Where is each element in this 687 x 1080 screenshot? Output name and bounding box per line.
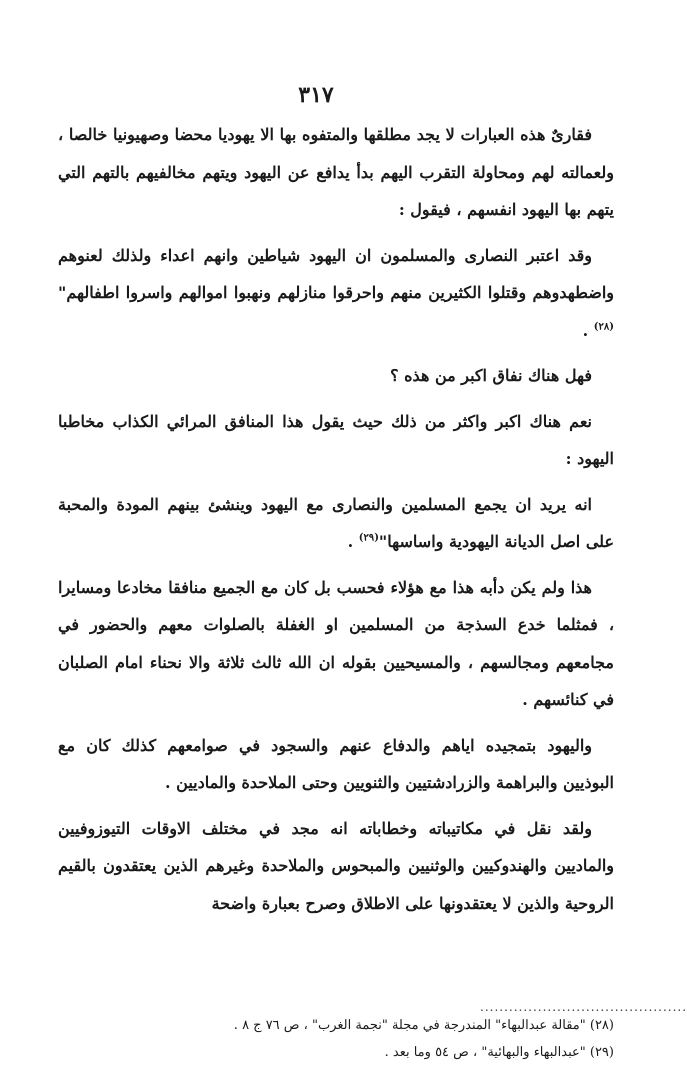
paragraph-7	[58, 727, 614, 802]
paragraph-5-tail: .	[347, 532, 359, 551]
footnote-ref-29: (٢٩)	[358, 532, 379, 544]
paragraph-3	[58, 357, 614, 395]
paragraph-2-tail: .	[582, 320, 594, 340]
footnote-ref-28: (٢٨)	[593, 321, 614, 333]
paragraph-3-text: فهل هناك نفاق اكبر من هذه ؟	[390, 366, 592, 385]
footnotes	[58, 1012, 614, 1066]
paragraph-5	[58, 486, 614, 561]
body-text	[58, 116, 614, 922]
paragraph-1-text: فقارىٌ هذه العبارات لا يجد مطلقها والمتفوه بها الا يهوديا محضا وصهيونيا خالصا ، ولعمالته لهم ومحاولة التقرب اليهم بدأ يدافع عن اليهود ويتهم مخالفيهم بالتهم التي يتهم بها اليهود انفسهم ، فيقول :	[58, 125, 614, 219]
paragraph-6	[58, 569, 614, 719]
paragraph-7-text: واليهود بتمجيده اياهم والدفاع عنهم والسجود في صوامعهم كذلك كان مع البوذيين والبراهمة والزرادشتيين والثنويين وحتى الملاحدة والماديين .	[58, 735, 614, 792]
paragraph-2-text: وقد اعتبر النصارى والمسلمون ان اليهود شياطين وانهم اعداء ولذلك لعنوهم واضطهدوهم وقتلوا الكثيرين منهم واحرقوا منازلهم ونهبوا اموالهم واسروا اطفالهم"	[58, 245, 614, 302]
paragraph-4	[58, 403, 614, 478]
footnote-separator: ...........................................	[480, 1000, 687, 1014]
footnote-29: (٢٩) "عبدالبهاء والبهائية" ، ص ٥٤ وما بعد .	[384, 1045, 614, 1060]
paragraph-1	[58, 116, 614, 229]
paragraph-4-text: نعم هناك اكبر واكثر من ذلك حيث يقول هذا المنافق المرائي الكذاب مخاطبا اليهود :	[58, 411, 614, 468]
page-number: ٣١٧	[298, 82, 334, 108]
paragraph-2	[58, 237, 614, 350]
paragraph-8-text: ولقد نقل في مكاتيباته وخطاباته انه مجد في مختلف الاوقات التيوزوفيين والماديين والهندوكيين والوثنيين والمبحوس والملاحدة وغيرهم الذين يعتقدون بالقيم الروحية والذين لا يعتقدونها على الاطلاق وصرح بعبارة واضحة	[58, 818, 614, 913]
paragraph-8	[58, 810, 614, 923]
footnote-28: (٢٨) "مقالة عبدالبهاء" المندرجة في مجلة "نجمة الغرب" ، ص ٧٦ ج ٨ .	[233, 1018, 614, 1033]
paragraph-6-text: هذا ولم يكن دأبه هذا مع هؤلاء فحسب بل كان مع الجميع منافقا مخادعا ومسايرا ، فمثلما خدع السذجة من المسلمين او الغفلة بالصلوات معهم والحضور في مجامعهم ومجالسهم ، والمسيحيين بقوله ان الله ثالث ثلاثة والا نحناء امام الصلبان في كنائسهم .	[58, 577, 614, 709]
paragraph-5-text: انه يريد ان يجمع المسلمين والنصارى مع اليهود وينشئ بينهم المودة والمحبة على اصل الديانة اليهودية واساسها"	[58, 494, 614, 551]
